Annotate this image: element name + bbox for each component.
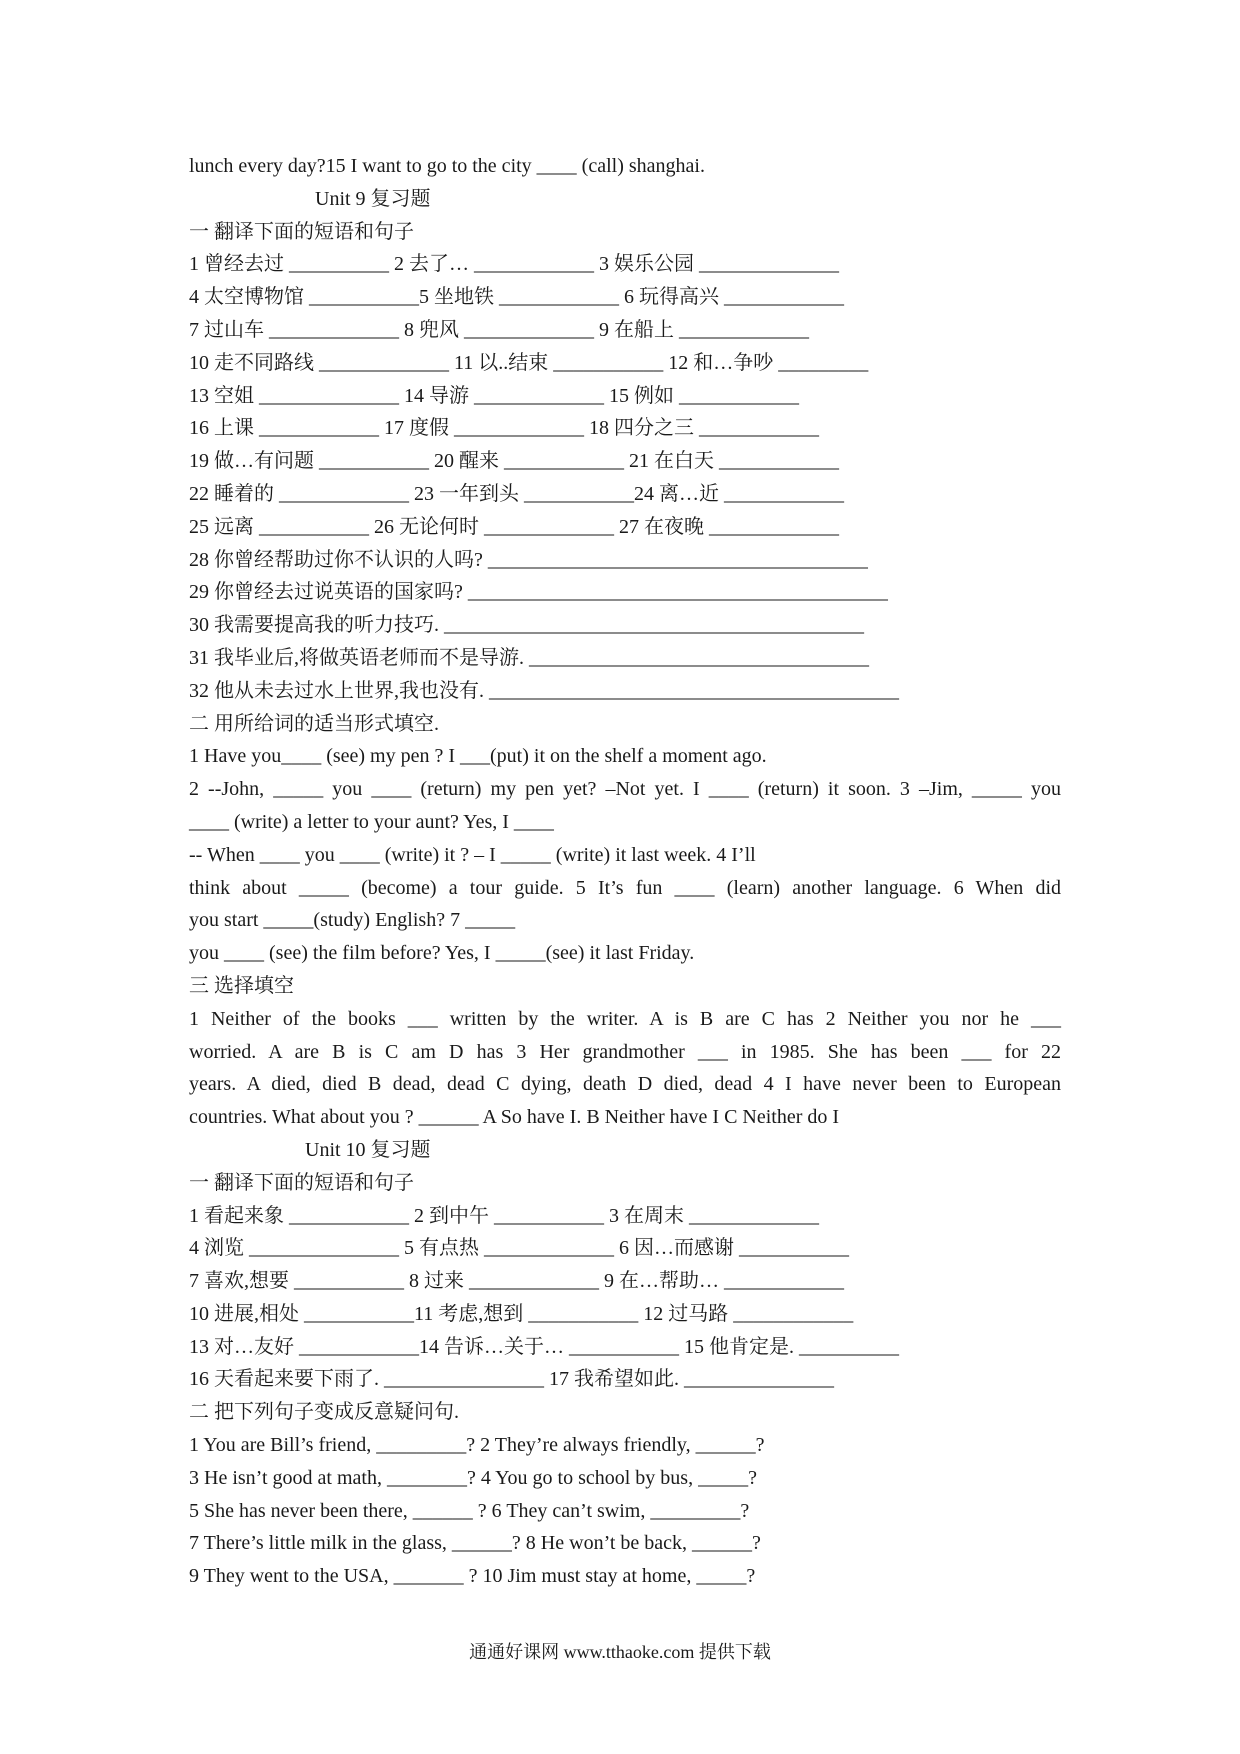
translation-row: 19 做…有问题 ___________ 20 醒来 ____________ 21 在白天 ____________ [189, 450, 839, 473]
translation-row: 4 太空博物馆 ___________5 坐地铁 ____________ 6 玩得高兴 ____________ [189, 286, 844, 309]
tag-question-line: 9 They went to the USA, _______ ? 10 Jim must stay at home, _____? [189, 1565, 756, 1588]
choice-line: years. A died, died B dead, dead C dying, death D died, dead 4 I have never been to European [189, 1073, 1061, 1096]
translation-row: 10 进展,相处 ___________11 考虑,想到 ___________ 12 过马路 ____________ [189, 1302, 854, 1325]
translation-sentence: 31 我毕业后,将做英语老师而不是导游. __________________________________ [189, 646, 869, 669]
fill-in-line: ____ (write) a letter to your aunt? Yes, I ____ [189, 810, 554, 833]
fill-in-line: you start _____(study) English? 7 _____ [189, 909, 516, 932]
translation-row: 7 过山车 _____________ 8 兜风 _____________ 9 在船上 _____________ [189, 318, 809, 341]
section-heading: 二 把下列句子变成反意疑问句. [189, 1401, 459, 1424]
translation-row: 16 上课 ____________ 17 度假 _____________ 18 四分之三 ____________ [189, 417, 819, 440]
choice-line: 1 Neither of the books ___ written by the writer. A is B are C has 2 Neither you nor he ___ [189, 1007, 1061, 1030]
translation-row: 22 睡着的 _____________ 23 一年到头 ___________24 离…近 ____________ [189, 482, 844, 505]
worksheet [189, 150, 1061, 1593]
tag-question-line: 3 He isn’t good at math, ________? 4 You go to school by bus, _____? [189, 1466, 757, 1489]
section-heading: 一 翻译下面的短语和句子 [189, 1171, 414, 1194]
section-heading: 二 用所给词的适当形式填空. [189, 712, 439, 735]
translation-row: 10 走不同路线 _____________ 11 以..结束 ___________ 12 和…争吵 _________ [189, 351, 869, 374]
translation-row: 13 空姐 ______________ 14 导游 _____________ 15 例如 ____________ [189, 384, 799, 407]
translation-row: 13 对…友好 ____________14 告诉…关于… ___________ 15 他肯定是. __________ [189, 1335, 899, 1358]
translation-sentence: 30 我需要提高我的听力技巧. __________________________________________ [189, 614, 864, 637]
translation-sentence: 28 你曾经帮助过你不认识的人吗? ______________________________________ [189, 548, 868, 571]
choice-line: worried. A are B is C am D has 3 Her grandmother ___ in 1985. She has been ___ for 22 [189, 1040, 1061, 1063]
section-heading: 三 选择填空 [189, 974, 294, 997]
tag-question-line: 1 You are Bill’s friend, _________? 2 They’re always friendly, ______? [189, 1434, 765, 1457]
tag-question-line: 7 There’s little milk in the glass, ______? 8 He won’t be back, ______? [189, 1532, 761, 1555]
translation-row: 7 喜欢,想要 ___________ 8 过来 _____________ 9 在…帮助… ____________ [189, 1270, 844, 1293]
fill-in-line: 2 --John, _____ you ____ (return) my pen yet? –Not yet. I ____ (return) it soon. 3 –Jim, _____ you [189, 778, 1061, 801]
translation-row: 1 曾经去过 __________ 2 去了… ____________ 3 娱乐公园 ______________ [189, 253, 839, 276]
text-line: lunch every day?15 I want to go to the city ____ (call) shanghai. [189, 155, 705, 177]
section-heading: 一 翻译下面的短语和句子 [189, 220, 414, 243]
translation-row: 1 看起来象 ____________ 2 到中午 ___________ 3 在周末 _____________ [189, 1204, 819, 1227]
unit-10-title: Unit 10 复习题 [305, 1138, 431, 1161]
page-footer: 通通好课网 www.tthaoke.com 提供下载 [469, 1642, 771, 1662]
unit-9-title: Unit 9 复习题 [315, 187, 431, 210]
translation-sentence: 29 你曾经去过说英语的国家吗? __________________________________________ [189, 581, 888, 604]
tag-question-line: 5 She has never been there, ______ ? 6 They can’t swim, _________? [189, 1499, 750, 1522]
translation-sentence: 32 他从未去过水上世界,我也没有. _________________________________________ [189, 679, 899, 702]
translation-row: 25 远离 ___________ 26 无论何时 _____________ 27 在夜晚 _____________ [189, 515, 839, 538]
translation-row: 4 浏览 _______________ 5 有点热 _____________ 6 因…而感谢 ___________ [189, 1237, 849, 1260]
translation-row: 16 天看起来要下雨了. ________________ 17 我希望如此. _______________ [189, 1368, 834, 1391]
choice-line: countries. What about you ? ______ A So have I. B Neither have I C Neither do I [189, 1106, 840, 1129]
fill-in-line: -- When ____ you ____ (write) it ? – I _____ (write) it last week. 4 I’ll [189, 843, 756, 866]
fill-in-line: 1 Have you____ (see) my pen ? I ___(put) it on the shelf a moment ago. [189, 745, 767, 768]
fill-in-line: think about _____ (become) a tour guide. 5 It’s fun ____ (learn) another language. 6 When did [189, 876, 1061, 899]
fill-in-line: you ____ (see) the film before? Yes, I _____(see) it last Friday. [189, 942, 695, 965]
